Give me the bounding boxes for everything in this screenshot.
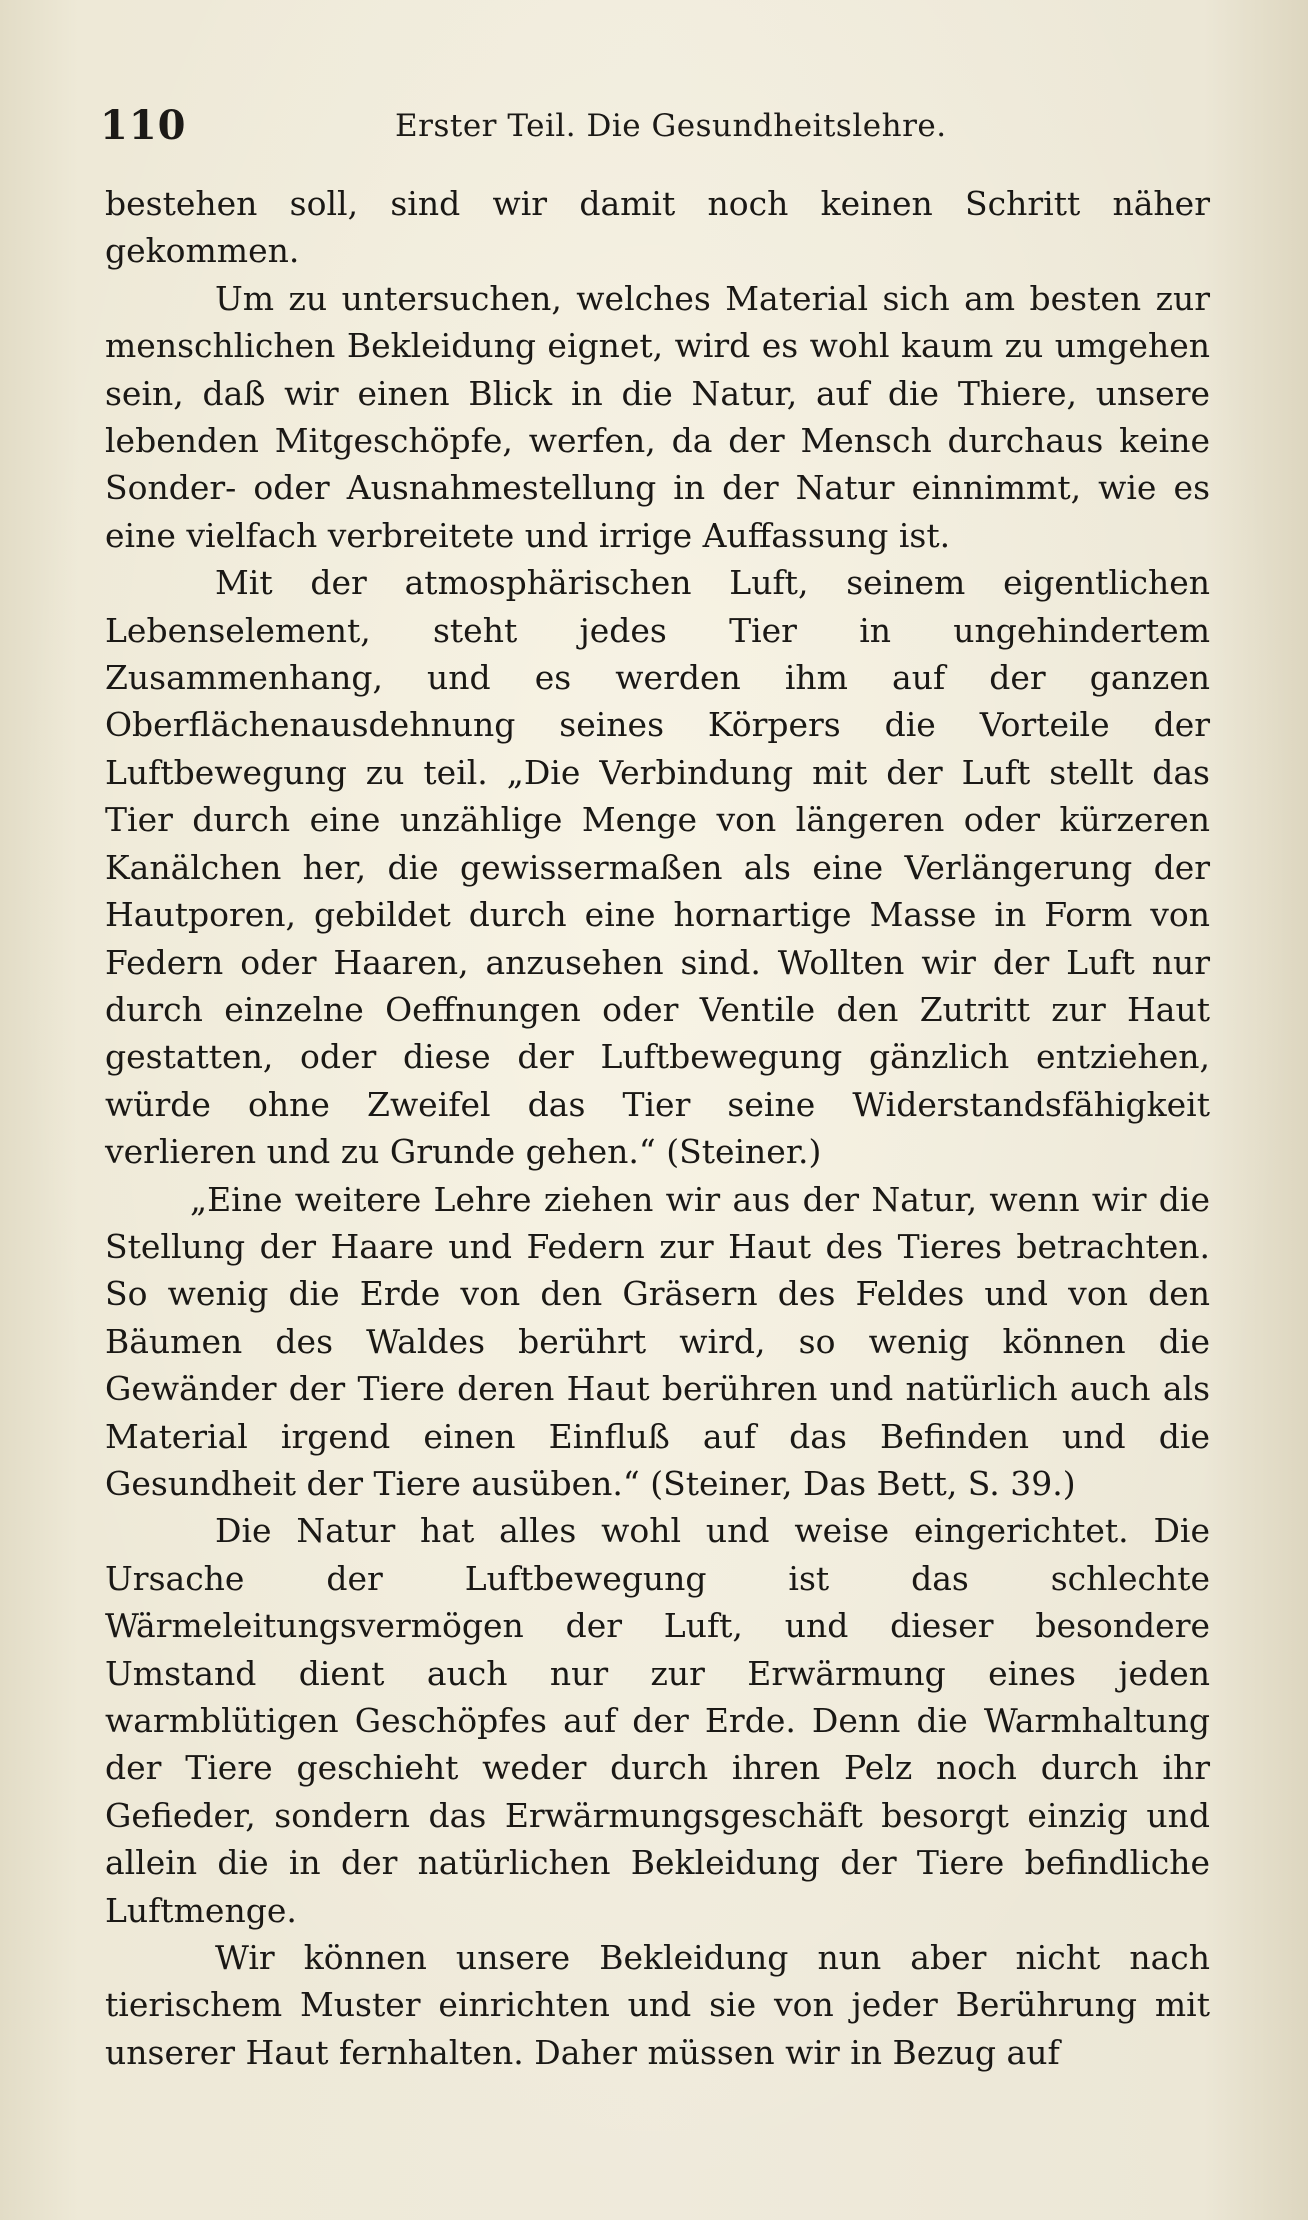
page-header [100, 102, 1210, 152]
paragraph-clothing: Wir können unsere Bekleidung nun aber nicht nach tierischem Muster einrichten und sie von jeder Berührung mit unserer Haut fernhalten. Daher müssen wir in Bezug auf [105, 1938, 1210, 2072]
page-number: 110 [100, 102, 187, 149]
paragraph-material: Um zu untersuchen, welches Material sich am besten zur menschlichen Bekleidung eignet, wird es wohl kaum zu umgehen sein, daß wir einen Blick in die Natur, auf die Thiere, unsere lebenden Mitgeschöpfe, werfen, da der Mensch durchaus keine Sonder- oder Ausnahmestellung in der Natur einnimmt, wie es eine vielfach verbreitete und irrige Auffassung ist. [105, 278, 1210, 555]
paragraph-steiner-quote: „Eine weitere Lehre ziehen wir aus der Natur, wenn wir die Stellung der Haare und Federn zur Haut des Tieres betrachten. So wenig die Erde von den Gräsern des Feldes und von den Bäumen des Waldes berührt wird, so wenig können die Gewänder der Tiere deren Haut berühren und natürlich auch als Material irgend einen Einfluß auf das Befinden und die Gesundheit der Tiere ausüben.“ (Steiner, Das Bett, S. 39.) [105, 1179, 1210, 1503]
body-text [105, 180, 1210, 2076]
paragraph-nature: Die Natur hat alles wohl und weise eingerichtet. Die Ursache der Luftbewegung ist das schlechte Wärmeleitungsvermögen der Luft, und dieser besondere Umstand dient auch nur zur Erwärmung eines jeden warmblütigen Geschöpfes auf der Erde. Denn die Warmhaltung der Tiere geschieht weder durch ihren Pelz noch durch ihr Gefieder, sondern das Erwärmungsgeschäft besorgt einzig und allein die in der natürlichen Bekleidung der Tiere befindliche Luftmenge. [105, 1511, 1210, 1930]
running-head: Erster Teil. Die Gesundheitslehre. [395, 108, 947, 144]
paragraph-continuation: bestehen soll, sind wir damit noch keinen Schritt näher gekommen. [105, 184, 1210, 271]
paragraph-atmosphere: Mit der atmosphärischen Luft, seinem eigentlichen Lebenselement, steht jedes Tier in ungehindertem Zusammenhang, und es werden ihm auf der ganzen Oberflächenausdehnung seines Körpers die Vorteile der Luftbewegung zu teil. „Die Verbindung mit der Luft stellt das Tier durch eine unzählige Menge von längeren oder kürzeren Kanälchen her, die gewissermaßen als eine Verlängerung der Hautporen, gebildet durch eine hornartige Masse in Form von Federn oder Haaren, anzusehen sind. Wollten wir der Luft nur durch einzelne Oeffnungen oder Ventile den Zutritt zur Haut gestatten, oder diese der Luftbewegung gänzlich entziehen, würde ohne Zweifel das Tier seine Widerstandsfähigkeit verlieren und zu Grunde gehen.“ (Steiner.) [105, 563, 1210, 1172]
